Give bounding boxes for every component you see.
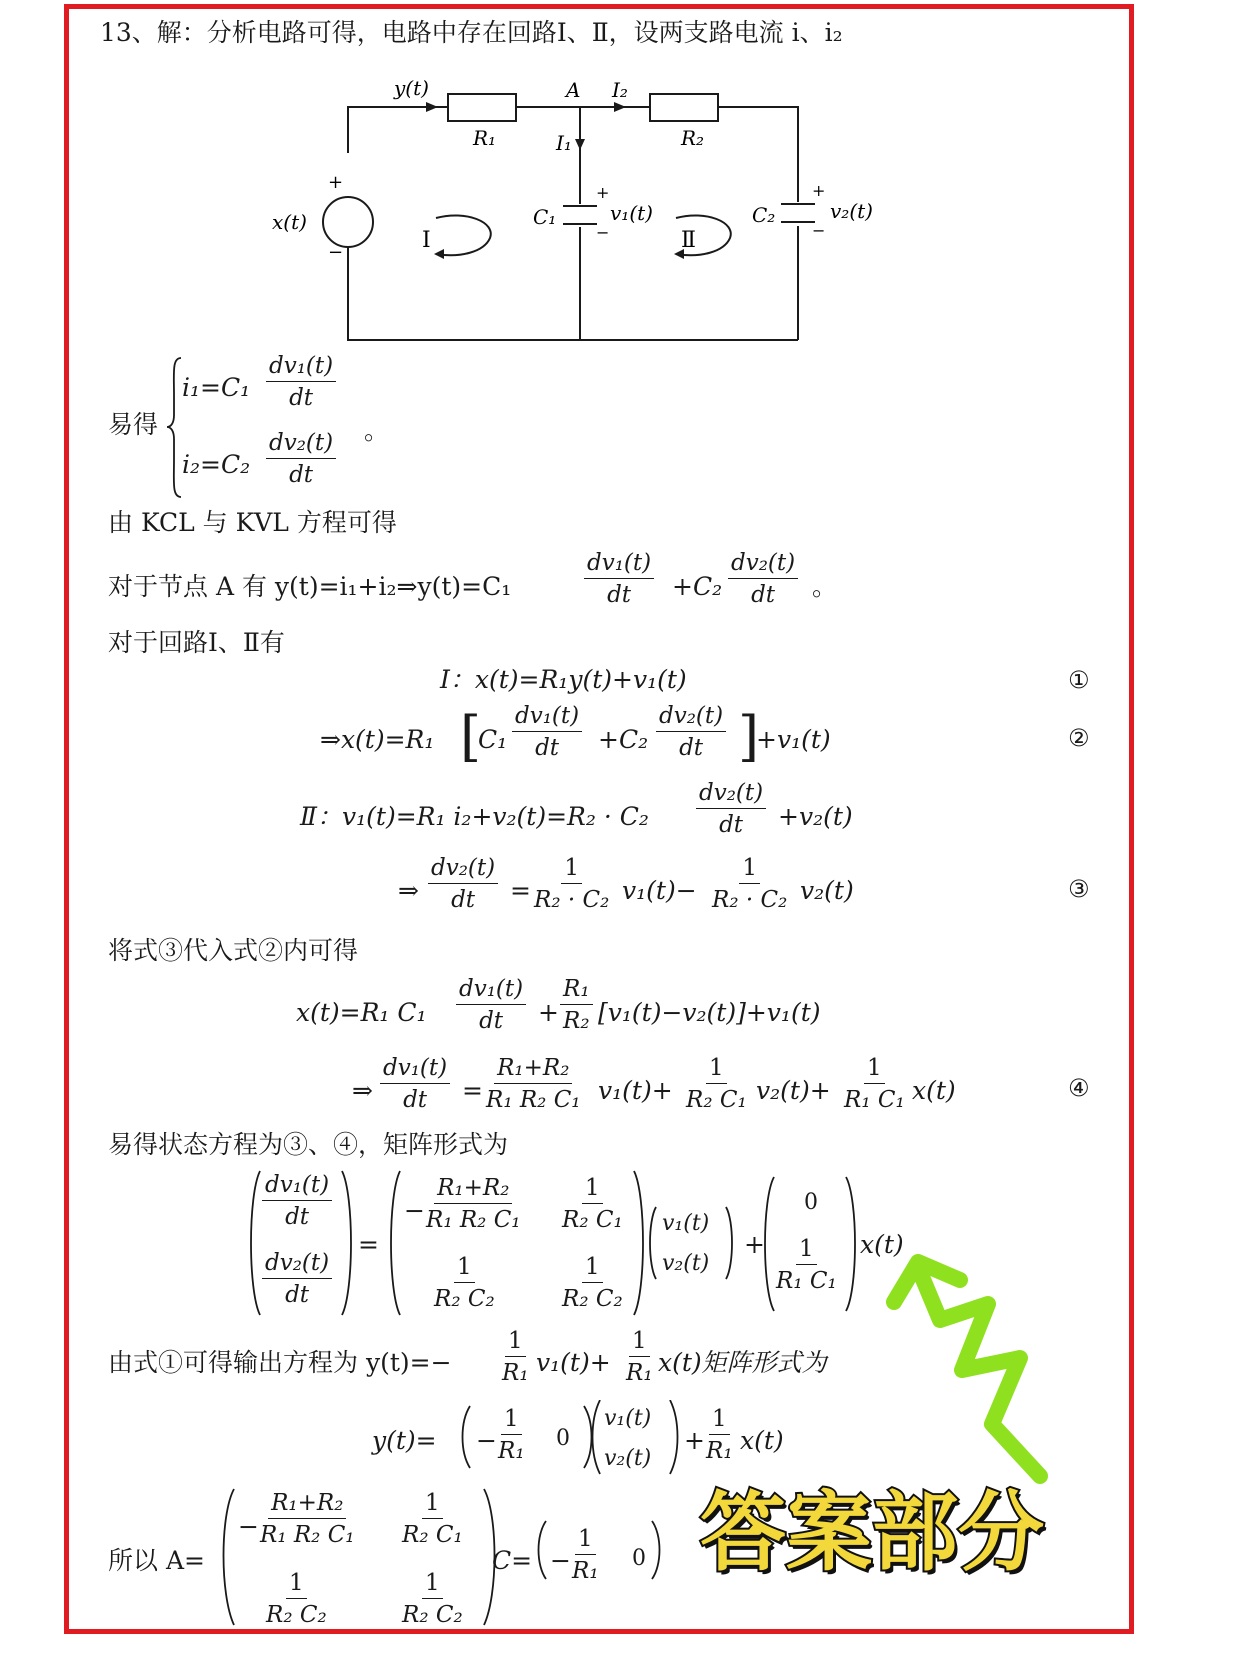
eq-2-pre: ⇒x(t)=R₁	[320, 725, 435, 754]
eq-2-left-bracket: [	[460, 705, 482, 768]
bottom-wire	[348, 247, 798, 340]
label-x: x(t)	[272, 210, 307, 234]
final-c-minus: −	[550, 1546, 571, 1575]
mat-a11: $\frac{\text{R₁+R₂}}{\text{R₁ R₂ C₁}}$	[426, 1175, 521, 1234]
eq-x-end: [v₁(t)−v₂(t)]+v₁(t)	[598, 998, 821, 1027]
eq-4-term-2: v₂(t)+	[756, 1076, 831, 1105]
mat-plus: +	[744, 1230, 765, 1259]
label-r1: R₁	[473, 126, 497, 150]
loop-2-label: Ⅱ	[681, 228, 696, 253]
ymat-frac: $\frac{1}{\text{R₁}}$	[498, 1406, 525, 1465]
eq-4-frac-lhs: $\frac{\text{dv₁(t)}}{dt}$	[380, 1055, 450, 1114]
eq-3-end: v₂(t)	[800, 876, 854, 905]
green-arrow-icon	[880, 1240, 1080, 1500]
final-pre: 所以 A=	[108, 1546, 205, 1575]
final-c-zero: 0	[632, 1546, 646, 1571]
label-i2: I₂	[612, 78, 628, 102]
top-right-wire	[718, 107, 798, 202]
ymat-frac-2: $\frac{1}{\text{R₁}}$	[706, 1406, 733, 1465]
mat-a11-minus: −	[404, 1196, 425, 1225]
node-a-frac-2: $\frac{\text{dv₂(t)}}{dt}$	[728, 550, 798, 609]
c1-plus: +	[596, 183, 610, 202]
final-a21: $\frac{1}{\text{R₂ C₂}}$	[266, 1570, 327, 1629]
source-x	[323, 197, 373, 247]
eq-2-frac-2: $\frac{\text{dv₂(t)}}{dt}$	[656, 703, 726, 762]
top-left-wire	[348, 107, 448, 153]
c2-plus: +	[812, 181, 826, 200]
output-end: x(t)矩阵形式为	[658, 1348, 827, 1377]
eq-4-arrow: ⇒	[352, 1076, 373, 1105]
eq-3-arrow: ⇒	[398, 876, 419, 905]
ymat-v1: v₁(t)	[604, 1406, 652, 1431]
eq-2-c1: C₁	[478, 725, 508, 754]
mat-a12: $\frac{1}{\text{R₂ C₁}}$	[562, 1175, 623, 1234]
final-a12: $\frac{1}{\text{R₂ C₁}}$	[402, 1490, 463, 1549]
loop-1-label: Ⅰ	[422, 228, 431, 253]
easy-label: 易得	[108, 410, 159, 439]
ymat-minus: −	[476, 1426, 497, 1455]
c1-minus: −	[596, 223, 610, 242]
easy-frac-2: $\frac{\text{dv₂(t)}}{dt}$	[266, 430, 336, 489]
eq-3-frac-lhs: $\frac{\text{dv₂(t)}}{dt}$	[428, 855, 498, 914]
mat-b-zero: 0	[804, 1190, 818, 1215]
heading: 13、解：分析电路可得，电路中存在回路Ⅰ、Ⅱ，设两支路电流 i、i₂	[100, 18, 843, 47]
loop-1-arrow	[436, 215, 491, 255]
c2-minus: −	[812, 221, 826, 240]
output-pre: 由式①可得输出方程为 y(t)=−	[108, 1348, 452, 1377]
answer-stamp: 答案部分	[700, 1483, 1044, 1583]
label-c2: C₂	[752, 203, 776, 227]
eq-2-frac-1: $\frac{\text{dv₁(t)}}{dt}$	[512, 703, 582, 762]
eq-ii-frac: $\frac{\text{dv₂(t)}}{dt}$	[696, 780, 766, 839]
ymat-zero: 0	[556, 1426, 570, 1451]
mat-x: x(t)	[860, 1230, 904, 1259]
circuit-diagram	[0, 0, 1242, 360]
resistor-r2	[650, 94, 718, 121]
output-frac-2: $\frac{1}{\text{R₁}}$	[626, 1328, 653, 1387]
mat-a21: $\frac{1}{\text{R₂ C₂}}$	[434, 1254, 495, 1313]
eq-4-frac-c: $\frac{1}{\text{R₁ C₁}}$	[844, 1055, 905, 1114]
mat-v2: v₂(t)	[662, 1251, 710, 1276]
ymat-v2: v₂(t)	[604, 1446, 652, 1471]
eq-3-equals: =	[510, 876, 531, 905]
eq-x-ratio: $\frac{\text{R₁}}{\text{R₂}}$	[560, 976, 593, 1035]
final-a11: $\frac{\text{R₁+R₂}}{\text{R₁ R₂ C₁}}$	[260, 1490, 355, 1549]
eq-2-mid: +C₂	[598, 725, 649, 754]
eq-x-pre: x(t)=R₁ C₁	[296, 998, 427, 1027]
ymat-x: x(t)	[740, 1426, 784, 1455]
node-a-mid: +C₂	[672, 572, 723, 601]
source-plus: +	[328, 172, 344, 193]
eq-4-equals: =	[462, 1076, 483, 1105]
eq-4-term-1: v₁(t)+	[598, 1076, 673, 1105]
eq-x-plus: +	[538, 998, 559, 1027]
final-a22: $\frac{1}{\text{R₂ C₂}}$	[402, 1570, 463, 1629]
mat-lhs-1: $\frac{\text{dv₁(t)}}{dt}$	[262, 1172, 332, 1231]
final-a11-minus: −	[238, 1512, 259, 1541]
final-c-frac: $\frac{1}{\text{R₁}}$	[572, 1526, 599, 1585]
final-c: C=	[492, 1546, 533, 1575]
eq-2-number: ②	[1068, 724, 1090, 752]
label-v1: v₁(t)	[610, 201, 653, 225]
easy-line-2: i₂=C₂	[182, 450, 251, 479]
ymat-pre: y(t)=	[372, 1426, 437, 1455]
eq-3-number: ③	[1068, 875, 1090, 903]
label-i1: I₁	[556, 131, 572, 155]
eq-4-term-3: x(t)	[912, 1076, 956, 1105]
label-v2: v₂(t)	[830, 199, 873, 223]
eq-2-right-bracket: ]	[738, 705, 760, 768]
label-c1: C₁	[533, 205, 557, 229]
substitute-line: 将式③代入式②内可得	[108, 936, 359, 965]
mat-lhs-2: $\frac{\text{dv₂(t)}}{dt}$	[262, 1250, 332, 1309]
eq-4-frac-a: $\frac{\text{R₁+R₂}}{\text{R₁ R₂ C₁}}$	[486, 1055, 581, 1114]
node-a-end: 。	[812, 572, 838, 601]
label-r2: R₂	[681, 126, 705, 150]
eq-2-end: +v₁(t)	[756, 725, 831, 754]
label-y: y(t)	[394, 76, 429, 100]
label-a: A	[566, 78, 581, 102]
mat-v1: v₁(t)	[662, 1211, 710, 1236]
loops-line: 对于回路Ⅰ、Ⅱ有	[108, 628, 285, 657]
eq-4-frac-b: $\frac{1}{\text{R₂ C₁}}$	[686, 1055, 747, 1114]
eq-ii-pre: Ⅱ：v₁(t)=R₁ i₂+v₂(t)=R₂ · C₂	[300, 802, 649, 831]
mat-a22: $\frac{1}{\text{R₂ C₂}}$	[562, 1254, 623, 1313]
eq-3-frac-2: $\frac{1}{\text{R₂ · C₂}}$	[712, 855, 788, 914]
eq-3-frac-1: $\frac{1}{\text{R₂ · C₂}}$	[534, 855, 610, 914]
eq-4-number: ④	[1068, 1074, 1090, 1102]
eq-1: Ⅰ：x(t)=R₁y(t)+v₁(t)	[440, 665, 687, 694]
easy-line-1: i₁=C₁	[182, 373, 251, 402]
mat-equals: =	[358, 1230, 379, 1259]
output-frac-1: $\frac{1}{\text{R₁}}$	[502, 1328, 529, 1387]
eq-1-number: ①	[1068, 666, 1090, 694]
state-line: 易得状态方程为③、④，矩阵形式为	[108, 1130, 509, 1159]
node-a-text: 对于节点 A 有 y(t)=i₁+i₂⇒y(t)=C₁	[108, 572, 512, 601]
source-minus: −	[328, 242, 344, 263]
easy-frac-1: $\frac{\text{dv₁(t)}}{dt}$	[266, 353, 336, 412]
eq-3-mid: v₁(t)−	[622, 876, 697, 905]
resistor-r1	[448, 94, 516, 121]
mat-b-frac: $\frac{1}{\text{R₁ C₁}}$	[776, 1236, 837, 1295]
ymat-plus: +	[684, 1426, 705, 1455]
easy-end: 。	[364, 416, 390, 445]
node-a-frac-1: $\frac{\text{dv₁(t)}}{dt}$	[584, 550, 654, 609]
eq-ii-end: +v₂(t)	[778, 802, 853, 831]
kcl-line: 由 KCL 与 KVL 方程可得	[108, 508, 397, 537]
output-mid: v₁(t)+	[536, 1348, 611, 1377]
eq-x-frac: $\frac{\text{dv₁(t)}}{dt}$	[456, 976, 526, 1035]
